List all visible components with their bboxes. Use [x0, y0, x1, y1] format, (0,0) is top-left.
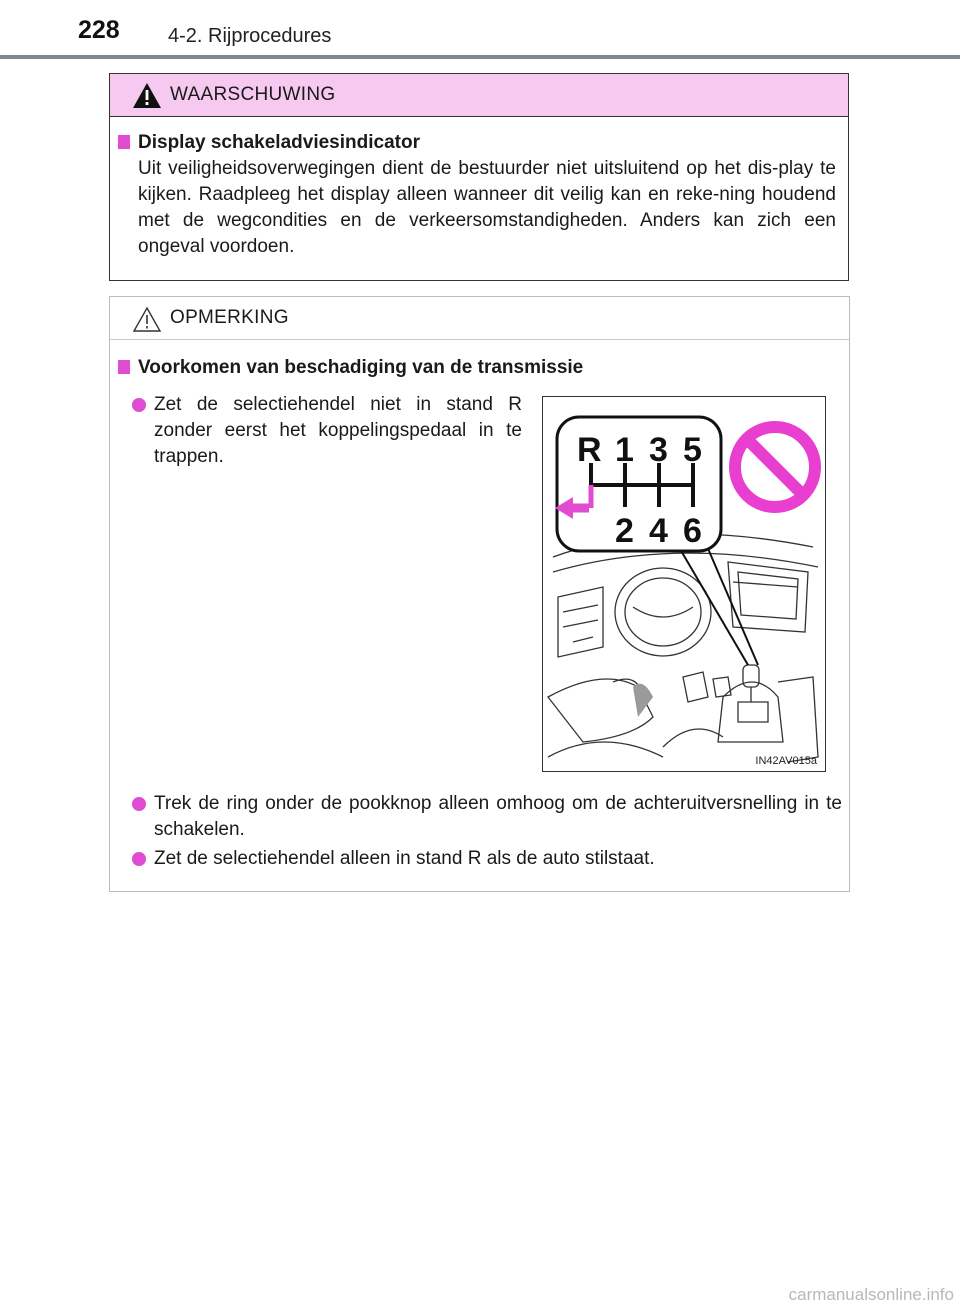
gear-label: R	[577, 431, 602, 469]
warning-section-heading	[118, 132, 420, 154]
bullet-item: Zet de selectiehendel alleen in stand R als de auto stilstaat.	[132, 846, 842, 872]
bullet-item: Trek de ring onder de pookknop alleen omhoog om de achteruitversnelling in te schakelen.	[132, 791, 842, 843]
note-title: OPMERKING	[170, 307, 289, 328]
bullet-item: Zet de selectiehendel niet in stand R zonder eerst het koppelingspedaal in te trappen.	[132, 392, 522, 470]
watermark: carmanualsonline.info	[788, 1285, 954, 1304]
car-interior-drawing	[543, 397, 826, 772]
bullet-dot-icon	[132, 398, 146, 412]
caution-triangle-icon	[132, 306, 162, 333]
header-divider	[0, 55, 960, 59]
warning-title: WAARSCHUWING	[170, 84, 336, 105]
figure-code: IN42AV015a	[755, 755, 817, 767]
gear-label: 5	[683, 431, 702, 469]
warning-triangle-icon	[132, 82, 162, 109]
bullet-dot-icon	[132, 852, 146, 866]
note-heading-text: Voorkomen van beschadiging van de transmissie	[138, 357, 584, 378]
warning-heading-text: Display schakeladviesindicator	[138, 132, 420, 153]
gear-label: 4	[649, 512, 668, 550]
gear-label: 1	[615, 431, 634, 469]
section-square-icon	[118, 360, 130, 374]
gearshift-illustration	[542, 396, 826, 772]
section-square-icon	[118, 135, 130, 149]
gear-label: 3	[649, 431, 668, 469]
prohibition-icon	[735, 427, 815, 507]
warning-text: Uit veiligheidsoverwegingen dient de bestuurder niet uitsluitend op het dis-play te kijken. Raadpleeg het display alleen wanneer dit veilig kan en reke-ning houdend met de wegcondities en de verkeersomstandigheden. Anders kan zich een ongeval voordoen.	[138, 158, 836, 257]
warning-box	[109, 73, 849, 281]
gear-label: 6	[683, 512, 702, 550]
warning-header	[110, 74, 848, 117]
chapter-title: 4-2. Rijprocedures	[168, 25, 332, 47]
page-number: 228	[78, 16, 120, 44]
note-section-heading	[118, 357, 583, 379]
bullet-dot-icon	[132, 797, 146, 811]
note-header	[110, 297, 849, 340]
gear-label: 2	[615, 512, 634, 550]
